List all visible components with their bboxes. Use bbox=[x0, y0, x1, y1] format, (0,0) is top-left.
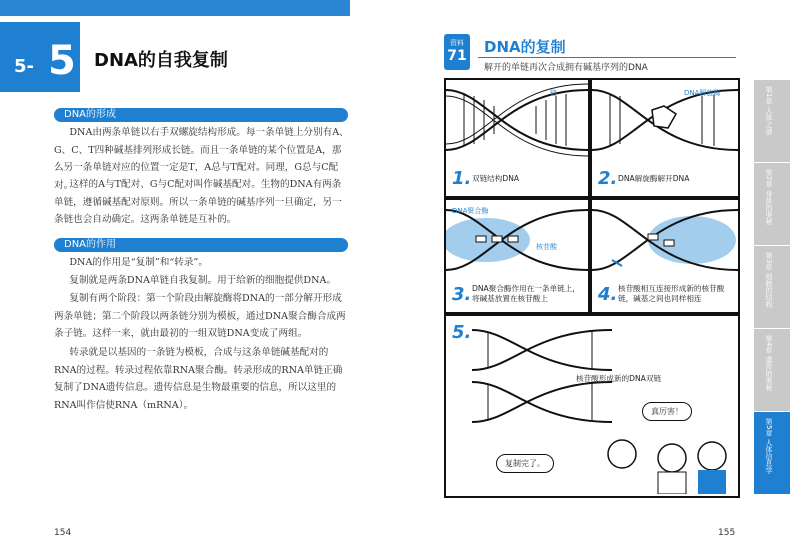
paragraph: 复制有两个阶段：第一个阶段由解旋酶将DNA的一部分解开形成两条单链；第二个阶段以两条链分别为模板，通过DNA聚合酶合成两条子链。这样一来，就由最初的一组双链DNA变成了两组。 bbox=[54, 293, 346, 339]
paragraph: DNA由两条单链以右手双螺旋结构形成。每一条单链上分别有A、G、C、T四种碱基排列形成长链。而且一条单链的某个位置是A，那么另一条单链对应的位置一定是T，A总与T配对。同理，G总与C配对。 bbox=[54, 127, 349, 191]
tab-chapter-1[interactable]: 第1章 人体之谜 bbox=[754, 80, 790, 163]
panel-caption: DNA解旋酶解开DNA bbox=[618, 174, 690, 183]
dna-double-helix-icon bbox=[446, 80, 588, 160]
chapter-title: DNA的自我复制 bbox=[94, 50, 228, 71]
paragraph: 这样的A与T配对、G与C配对叫作碱基配对。生物的DNA有两条单链，遵循碱基配对原则。所以一条单链的碱基序列一旦确定，另一条链也会自动确定。这两条单链是互补的。 bbox=[54, 179, 342, 225]
panel-caption: DNA聚合酶作用在一条单链上，将碱基放置在核苷酸上 bbox=[472, 284, 580, 303]
panel-4 bbox=[590, 198, 740, 314]
panel-3 bbox=[444, 198, 590, 314]
top-color-bar bbox=[0, 0, 350, 16]
material-title: DNA的复制 bbox=[484, 38, 566, 56]
tab-chapter-2[interactable]: 第2章 身体的奥秘 bbox=[754, 163, 790, 246]
paragraph: 复制就是两条DNA单链自我复制。用于给新的细胞提供DNA。 bbox=[69, 275, 337, 286]
speech-bubble: 复制完了。 bbox=[496, 454, 554, 473]
panel-1 bbox=[444, 78, 590, 198]
tab-chapter-3[interactable]: 第3章 细胞的结构 bbox=[754, 246, 790, 329]
chapter-number: 5 bbox=[48, 38, 76, 84]
material-subtitle: 解开的单链再次合成拥有碱基序列的DNA bbox=[484, 63, 648, 73]
material-badge: 资料 71 bbox=[444, 34, 470, 70]
page-number-left: 154 bbox=[54, 528, 72, 538]
paragraph: DNA的作用是“复制”和“转录”。 bbox=[69, 257, 208, 268]
panel-number: 3. bbox=[452, 284, 472, 305]
chapter-number-block bbox=[0, 22, 80, 92]
label-helicase: DNA解旋酶 bbox=[684, 89, 721, 97]
label-nucleotide: 核苷酸 bbox=[536, 243, 557, 251]
panel-5 bbox=[444, 314, 740, 498]
section-heading-function: DNA的作用 bbox=[54, 238, 348, 252]
title-underline bbox=[478, 57, 736, 58]
section-heading-formation: DNA的形成 bbox=[54, 108, 348, 122]
paragraph: 转录就是以基因的一条链为模板，合成与这条单链碱基配对的RNA的过程。转录过程依靠RNA聚合酶。转录形成的RNA单链正确复制了DNA遗传信息。遗传信息是生物最重要的信息，所以这里的RNA叫作信使RNA（mRNA）。 bbox=[54, 347, 343, 411]
tab-chapter-5[interactable]: 第5章 人体信息学 bbox=[754, 412, 790, 495]
tab-chapter-4[interactable]: 第4章 遗传的奥秘 bbox=[754, 329, 790, 412]
chapter-side-tabs bbox=[754, 80, 790, 495]
chapter-prefix: 5- bbox=[14, 56, 34, 77]
label-polymerase: DNA聚合酶 bbox=[452, 207, 489, 215]
panel-number: 5. bbox=[452, 322, 472, 343]
panel-caption: 核苷酸相互连接形成新的核苷酸链，碱基之间也同样相连 bbox=[618, 284, 725, 303]
panel-2 bbox=[590, 78, 740, 198]
panel-number: 4. bbox=[598, 284, 618, 305]
label-strand: 链 bbox=[550, 89, 557, 97]
panel-caption: 双链结构DNA bbox=[472, 174, 520, 183]
panel-number: 1. bbox=[452, 168, 472, 189]
cartoon-characters-icon bbox=[602, 424, 732, 494]
speech-bubble: 真厉害！ bbox=[642, 402, 692, 421]
panel-caption: 核苷酸形成新的DNA双链 bbox=[576, 374, 662, 383]
nucleotide-chain-icon bbox=[592, 200, 738, 280]
panel-number: 2. bbox=[598, 168, 618, 189]
page-number-right: 155 bbox=[718, 528, 736, 538]
